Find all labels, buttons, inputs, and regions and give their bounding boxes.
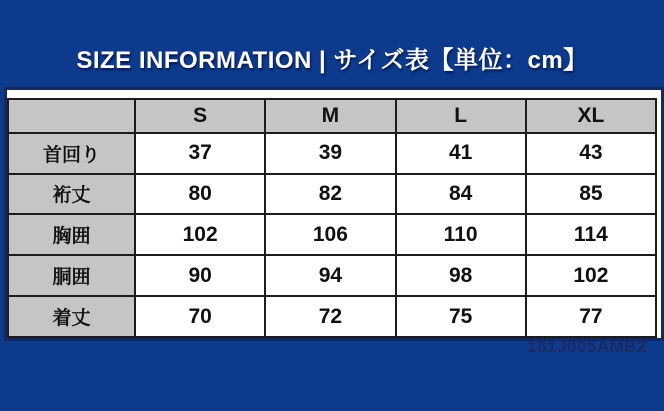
row-label-sleeve: 裄丈 bbox=[8, 174, 135, 215]
row-label-length: 着丈 bbox=[8, 296, 135, 337]
cell-value: 114 bbox=[526, 214, 656, 255]
cell-value: 82 bbox=[265, 174, 395, 215]
cell-value: 72 bbox=[265, 296, 395, 337]
cell-value: 37 bbox=[135, 133, 265, 174]
row-label-neck: 首回り bbox=[8, 133, 135, 174]
cell-value: 77 bbox=[526, 296, 656, 337]
row-label-chest: 胸囲 bbox=[8, 214, 135, 255]
size-table bbox=[7, 98, 657, 338]
cell-value: 41 bbox=[396, 133, 526, 174]
cell-value: 102 bbox=[135, 214, 265, 255]
cell-value: 98 bbox=[396, 255, 526, 296]
cell-value: 39 bbox=[265, 133, 395, 174]
product-code: 181J005AMB2 bbox=[527, 337, 647, 356]
column-header-m: M bbox=[265, 99, 395, 133]
cell-value: 75 bbox=[396, 296, 526, 337]
cell-value: 80 bbox=[135, 174, 265, 215]
cell-value: 90 bbox=[135, 255, 265, 296]
table-header-row bbox=[8, 99, 656, 133]
cell-value: 102 bbox=[526, 255, 656, 296]
cell-value: 110 bbox=[396, 214, 526, 255]
cell-value: 43 bbox=[526, 133, 656, 174]
cell-value: 70 bbox=[135, 296, 265, 337]
table-row bbox=[8, 133, 656, 174]
cell-value: 94 bbox=[265, 255, 395, 296]
cell-value: 84 bbox=[396, 174, 526, 215]
column-header-s: S bbox=[135, 99, 265, 133]
column-header-xl: XL bbox=[526, 99, 656, 133]
table-row bbox=[8, 174, 656, 215]
table-row bbox=[8, 214, 656, 255]
size-table-panel bbox=[4, 87, 664, 341]
table-row bbox=[8, 296, 656, 337]
corner-cell bbox=[8, 99, 135, 133]
cell-value: 85 bbox=[526, 174, 656, 215]
row-label-waist: 胴囲 bbox=[8, 255, 135, 296]
cell-value: 106 bbox=[265, 214, 395, 255]
column-header-l: L bbox=[396, 99, 526, 133]
page-title: SIZE INFORMATION | サイズ表【単位：cm】 bbox=[76, 47, 588, 74]
table-row bbox=[8, 255, 656, 296]
